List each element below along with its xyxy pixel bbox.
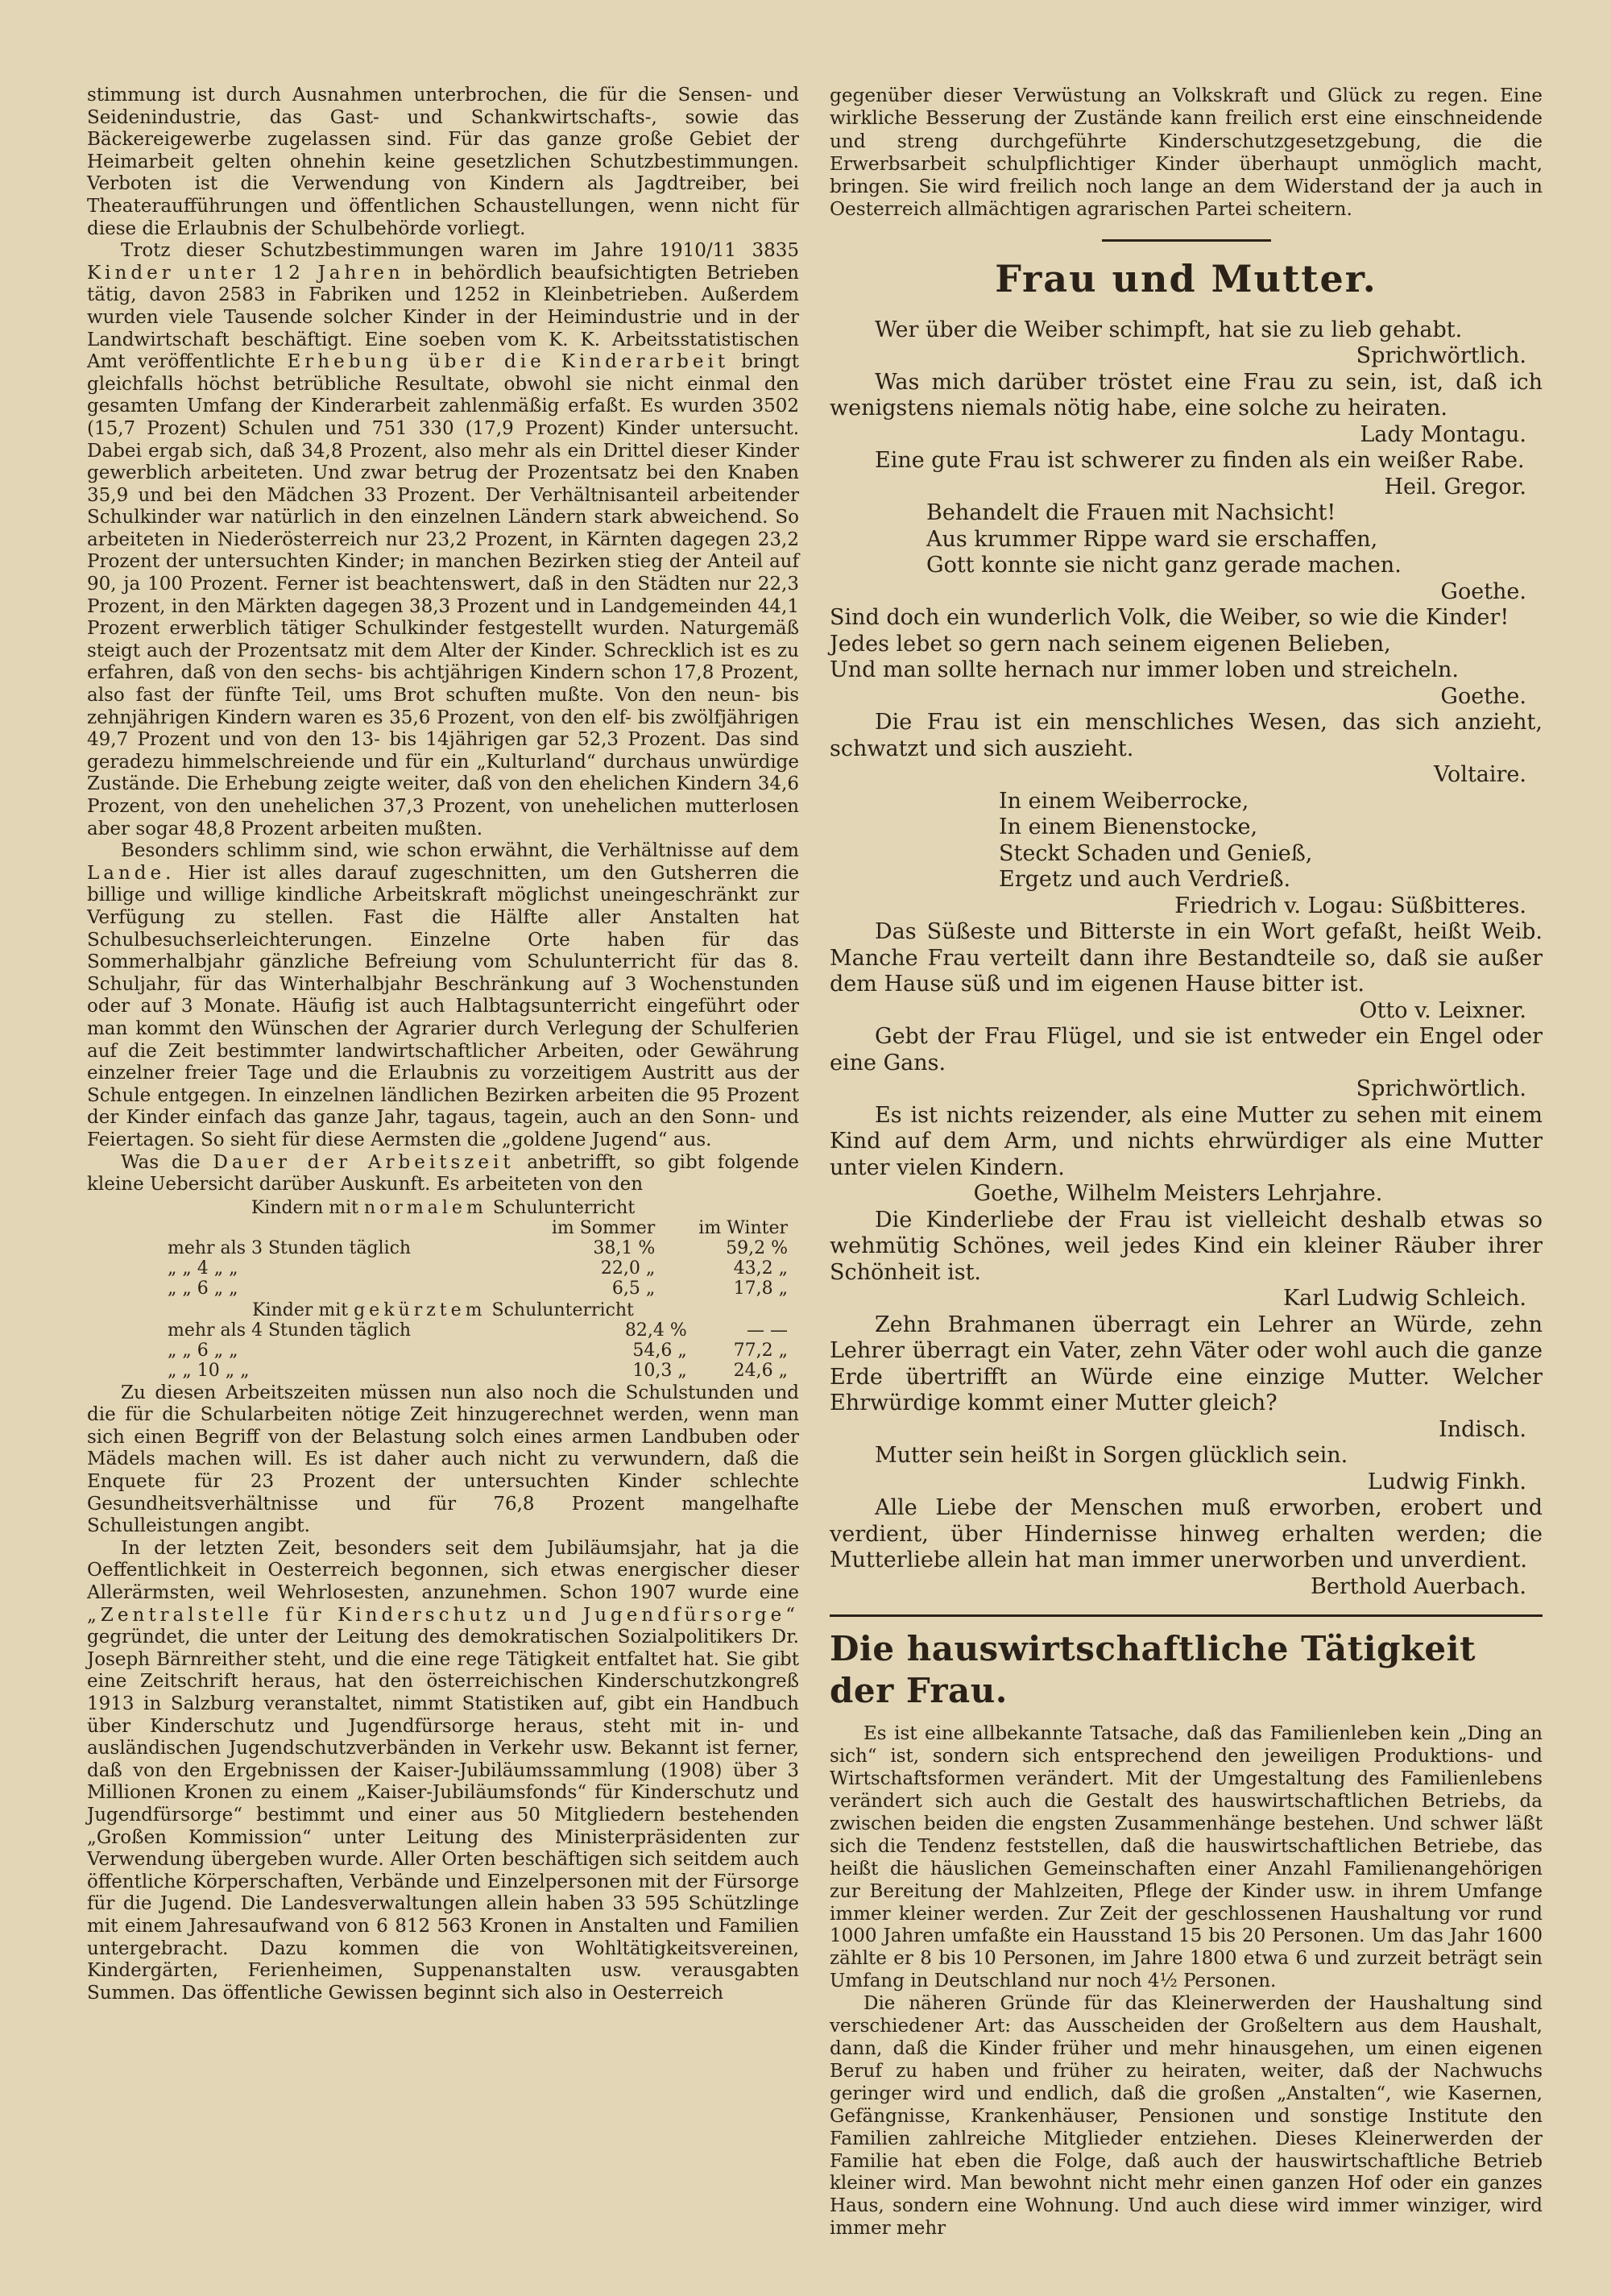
- spaced-emphasis: Kinder unter 12 Jahren: [87, 262, 404, 284]
- quote-attribution: Ludwig Finkh.: [1367, 1469, 1526, 1494]
- paragraph: stimmung ist durch Ausnahmen unterbrochen, die für die Sensen- und Seidenindustrie, das Gast- und Schankwirtschafts-, sowie das Bäckereigewerbe zugelassen sind. Für das ganze große Gebiet der Heimarbeit gelten ohnehin keine gesetzlichen Schutzbestimmungen. Verboten ist die Verwendung von Kindern als Jagdtreiber, bei Theateraufführungen und öffentlichen Schaustellungen, wenn nicht für diese die Erlaubnis der Schulbehörde vorliegt.: [87, 85, 799, 239]
- table-row: „ „ 6 „ „ 54,6 „ 77,2 „: [168, 1340, 788, 1361]
- article-body: [830, 1723, 1543, 2240]
- right-column: [830, 85, 1543, 2240]
- quote-attribution: Otto v. Leixner.: [1359, 997, 1526, 1023]
- quote-attribution: Goethe, Wilhelm Meisters Lehrjahre.: [973, 1181, 1383, 1207]
- quote-attribution: Sprichwörtlich.: [1356, 1076, 1526, 1102]
- table-caption: Kindern mit normalem Schulunterricht: [251, 1197, 636, 1218]
- spaced-emphasis: Erhebung über die Kinderarbeit: [287, 351, 730, 373]
- quote-attribution: Sprichwörtlich.: [1356, 343, 1526, 369]
- left-column: [87, 85, 799, 2004]
- verse-line: Sind doch ein wunderlich Volk, die Weiber, so wie die Kinder!: [830, 605, 1510, 631]
- quote-attribution: Voltaire.: [1434, 762, 1526, 788]
- table-row: „ „ 6 „ „ 6,5 „ 17,8 „: [168, 1278, 788, 1299]
- work-hours-table-reduced: [87, 1300, 799, 1381]
- paragraph: Es ist eine allbekannte Tatsache, daß das Familienleben kein „Ding an sich“ ist, sondern sich entsprechend den jeweiligen Produktions- und Wirtschaftsformen verändert. Mit der Umgestaltung des Familienlebens verändert sich auch die Gestalt des hauswirtschaftlichen Betriebs, da zwischen beiden die engsten Zusammenhänge bestehen. Und schwer läßt sich die Tendenz feststellen, daß die hauswirtschaftlichen Betriebe, das heißt die häuslichen Gemeinschaften einer Anzahl Familienangehörigen zur Bereitung der Mahlzeiten, Pflege der Kinder usw. in ihrem Umfange immer kleiner werden. Zur Zeit der geschlossenen Haushaltung vor rund 1000 Jahren umfaßte ein Hausstand 15 bis 20 Personen. Um das Jahr 1600 zählte er 8 bis 10 Personen, im Jahre 1800 etwa 6 und zurzeit beträgt sein Umfang in Deutschland nur noch 4½ Personen.: [830, 1723, 1543, 1992]
- quote: Alle Liebe der Menschen muß erworben, erobert und verdient, über Hindernisse hinweg erhalten werden; die Mutterliebe allein hat man immer unerworben und unverdient.: [830, 1495, 1543, 1573]
- quote: Die Kinderliebe der Frau ist vielleicht deshalb etwas so wehmütig Schönes, weil jedes Kind ein kleiner Räuber ihrer Schönheit ist.: [830, 1207, 1543, 1285]
- verse-line: In einem Bienenstocke,: [999, 814, 1258, 840]
- paragraph: gegenüber dieser Verwüstung an Volkskraft und Glück zu regen. Eine wirkliche Besserung der Zustände kann freilich erst eine einschneidende und streng durchgeführte Kinderschutzgesetzgebung, die die Erwerbsarbeit schulpflichtiger Kinder überhaupt unmöglich macht, bringen. Sie wird freilich noch lange an dem Widerstand der ja auch in Oesterreich allmächtigen agrarischen Partei scheitern.: [830, 85, 1543, 221]
- spaced-emphasis: Lande.: [87, 862, 176, 884]
- work-hours-table-normal: [87, 1198, 799, 1299]
- table-row: „ „ 4 „ „ 22,0 „ 43,2 „: [168, 1258, 788, 1279]
- quote: Das Süßeste und Bitterste in ein Wort gefaßt, heißt Weib. Manche Frau verteilt dann ihre Bestandteile so, daß sie außer dem Hause süß und im eigenen Hause bitter ist.: [830, 919, 1543, 997]
- paragraph: Die näheren Gründe für das Kleinerwerden der Haushaltung sind verschiedener Art: das Ausscheiden der Großeltern aus dem Haushalt, dann, daß die Kinder früher und mehr hinausgehen, um einen eigenen Beruf zu haben und früher zu heiraten, weiter, daß der Nachwuchs geringer wird und endlich, daß die großen „Anstalten“, wie Kasernen, Gefängnisse, Krankenhäuser, Pensionen und sonstige Institute den Familien zahlreiche Mitglieder entziehen. Dieses Kleinerwerden der Familie hat eben die Folge, daß auch der hauswirtschaftliche Betrieb kleiner wird. Man bewohnt nicht mehr einen ganzen Hof oder ein ganzes Haus, sondern eine Wohnung. Und auch diese wird immer winziger, wird immer mehr: [830, 1993, 1543, 2240]
- table-row: „ „ 10 „ „ 10,3 „ 24,6 „: [168, 1360, 788, 1381]
- quote: Es ist nichts reizender, als eine Mutter zu sehen mit einem Kind auf dem Arm, und nichts ehrwürdiger als eine Mutter unter vielen Kindern.: [830, 1102, 1543, 1180]
- verse-line: Ergetz und auch Verdrieß.: [999, 867, 1291, 893]
- paragraph: Besonders schlimm sind, wie schon erwähnt, die Verhältnisse auf dem Lande. Hier ist alles darauf zugeschnitten, um den Gutsherren die billige und willige kindliche Arbeitskraft möglichst uneingeschränkt zur Verfügung zu stellen. Fast die Hälfte aller Anstalten hat Schulbesuchserleichterungen. Einzelne Orte haben für das Sommerhalbjahr gänzliche Befreiung vom Schulunterricht für das 8. Schuljahr, für das Winterhalbjahr Beschränkung auf 3 Wochenstunden oder auf 3 Monate. Häufig ist auch Halbtagsunterricht eingeführt oder man kommt den Wünschen der Agrarier durch Verlegung der Schulferien auf die Zeit bestimmter landwirtschaftlicher Arbeiten, oder Gewährung einzelner freier Tage und die Erlaubnis zu vorzeitigem Austritt aus der Schule entgegen. In einzelnen ländlichen Bezirken arbeiten die 95 Prozent der Kinder einfach das ganze Jahr, tagaus, tagein, auch an den Sonn- und Feiertagen. So sieht für diese Aermsten die „goldene Jugend“ aus.: [87, 840, 799, 1150]
- verse-line: Gott konnte sie nicht ganz gerade machen.: [926, 553, 1402, 578]
- verse-line: Behandelt die Frauen mit Nachsicht!: [926, 500, 1336, 526]
- section-title-frau-und-mutter: Frau und Mutter.: [995, 256, 1377, 300]
- quote: Mutter sein heißt in Sorgen glücklich sein.: [875, 1443, 1348, 1469]
- table-caption: Kinder mit gekürztem Schulunterricht: [252, 1299, 634, 1320]
- quote-attribution: Friedrich v. Logau: Süßbitteres.: [1174, 893, 1526, 918]
- verse-line: Steckt Schaden und Genieß,: [999, 840, 1313, 866]
- table-header: im Sommer: [551, 1217, 656, 1238]
- paragraph: In der letzten Zeit, besonders seit dem Jubiläumsjahr, hat ja die Oeffentlichkeit in Oesterreich begonnen, sich etwas energischer dieser Allerärmsten, weil Wehrlosesten, anzunehmen. Schon 1907 wurde eine „Zentralstelle für Kinderschutz und Jugendfürsorge“ gegründet, die unter der Leitung des demokratischen Sozialpolitikers Dr. Joseph Bärnreither steht, und die eine rege Tätigkeit entfaltet hat. Sie gibt eine Zeitschrift heraus, hat den österreichischen Kinderschutzkongreß 1913 in Salzburg veranstaltet, nimmt Statistiken auf, gibt ein Handbuch über Kinderschutz und Jugendfürsorge heraus, steht mit in- und ausländischen Jugendschutzverbänden in Verkehr usw. Bekannt ist ferner, daß von den Ergebnissen der Kaiser-Jubiläumssammlung (1908) über 3 Millionen Kronen zu einem „Kaiser-Jubiläumsfonds“ für Kinderschutz und Jugendfürsorge“ bestimmt und einer aus 50 Mitgliedern bestehenden „Großen Kommission“ unter Leitung des Ministerpräsidenten zur Verwendung übergeben wurde. Aller Orten beschäftigen sich seitdem auch öffentliche Körperschaften, Verbände und Einzelpersonen mit der Fürsorge für die Jugend. Die Landesverwaltungen allein haben 33 595 Schützlinge mit einem Jahresaufwand von 6 812 563 Kronen in Anstalten und Familien untergebracht. Dazu kommen die von Wohltätigkeitsvereinen, Kindergärten, Ferienheimen, Suppenanstalten usw. verausgabten Summen. Das öffentliche Gewissen beginnt sich also in Oesterreich: [87, 1537, 799, 2004]
- quote: Wer über die Weiber schimpft, hat sie zu lieb gehabt.: [875, 317, 1463, 342]
- quote-attribution: Lady Montagu.: [1360, 421, 1526, 447]
- quote: Was mich darüber tröstet eine Frau zu sein, ist, daß ich wenigstens niemals nötig habe, eine solche zu heiraten.: [830, 369, 1543, 421]
- verse-line: Und man sollte hernach nur immer loben und streicheln.: [830, 657, 1459, 683]
- quote: Die Frau ist ein menschliches Wesen, das sich anzieht, schwatzt und sich auszieht.: [830, 710, 1543, 761]
- table-row: mehr als 3 Stunden täglich 38,1 % 59,2 %: [168, 1237, 788, 1258]
- paragraph: Was die Dauer der Arbeitszeit anbetrifft, so gibt folgende kleine Uebersicht darüber Auskunft. Es arbeiteten von den: [87, 1151, 799, 1196]
- verse-line: Jedes lebet so gern nach seinem eigenen Belieben,: [830, 631, 1391, 657]
- verse-line: In einem Weiberrocke,: [999, 788, 1249, 814]
- quote-attribution: Goethe.: [1440, 683, 1526, 709]
- quote-attribution: Heil. Gregor.: [1384, 474, 1526, 499]
- quote: Gebt der Frau Flügel, und sie ist entweder ein Engel oder eine Gans.: [830, 1024, 1543, 1075]
- section-divider: [1102, 239, 1271, 242]
- section-title-hauswirtschaft: Die hauswirtschaftliche Tätigkeit der Frau.: [830, 1629, 1476, 1711]
- paragraph: Trotz dieser Schutzbestimmungen waren im Jahre 1910/11 3835 Kinder unter 12 Jahren in behördlich beaufsichtigten Betrieben tätig, davon 2583 in Fabriken und 1252 in Kleinbetrieben. Außerdem wurden viele Tausende solcher Kinder in der Heimindustrie und in der Landwirtschaft beschäftigt. Eine soeben vom K. K. Arbeitsstatistischen Amt veröffentlichte Erhebung über die Kinderarbeit bringt gleichfalls höchst betrübliche Resultate, obwohl sie nicht einmal den gesamten Umfang der Kinderarbeit zahlenmäßig erfaßt. Es wurden 3502 (15,7 Prozent) Schulen und 751 330 (17,9 Prozent) Kinder untersucht. Dabei ergab sich, daß 34,8 Prozent, also mehr als ein Drittel dieser Kinder gewerblich arbeiteten. Und zwar betrug der Prozentsatz bei den Knaben 35,9 und bei den Mädchen 33 Prozent. Der Verhältnisanteil arbeitender Schulkinder war natürlich in den einzelnen Ländern stark abweichend. So arbeiteten in Niederösterreich nur 23,2 Prozent, in Kärnten dagegen 23,2 Prozent der untersuchten Kinder; in manchen Bezirken stieg der Anteil auf 90, ja 100 Prozent. Ferner ist beachtenswert, daß in den Städten nur 22,3 Prozent, in den Märkten dagegen 38,3 Prozent und in Landgemeinden 44,1 Prozent erwerblich tätiger Schulkinder festgestellt wurden. Naturgemäß steigt auch der Prozentsatz mit dem Alter der Kinder. Schrecklich ist es zu erfahren, daß von den sechs- bis achtjährigen Kindern schon 17,8 Prozent, also fast der fünfte Teil, ums Brot schuften mußte. Von den neun- bis zehnjährigen Kindern waren es 35,6 Prozent, von den elf- bis zwölfjährigen 49,7 Prozent und von den 13- bis 14jährigen gar 52,3 Prozent. Das sind geradezu himmelschreiende und für ein „Kulturland“ durchaus unwürdige Zustände. Die Erhebung zeigte weiter, daß von den ehelichen Kindern 34,6 Prozent, von den unehelichen 37,3 Prozent, von unehelichen mutterlosen aber sogar 48,8 Prozent arbeiten mußten.: [87, 240, 800, 839]
- spaced-emphasis: „Zentralstelle für Kinderschutz und Jugendfürsorge“: [87, 1604, 799, 1626]
- table-header: im Winter: [698, 1217, 788, 1238]
- quotations: [830, 317, 1543, 1601]
- verse-line: Aus krummer Rippe ward sie erschaffen,: [926, 526, 1378, 552]
- quote: Zehn Brahmanen überragt ein Lehrer an Würde, zehn Lehrer überragt ein Vater, zehn Väter oder wohl auch die ganze Erde übertrifft an Würde eine einzige Mutter. Welcher Ehrwürdige kommt einer Mutter gleich?: [830, 1312, 1543, 1416]
- quote-attribution: Goethe.: [1440, 578, 1526, 604]
- section-divider: [830, 1614, 1543, 1712]
- paragraph: Zu diesen Arbeitszeiten müssen nun also noch die Schulstunden und die für die Schularbeiten nötige Zeit hinzugerechnet werden, wenn man sich einen Begriff von der Belastung solch eines armen Landbuben oder Mädels machen will. Es ist daher auch nicht zu verwundern, daß die Enquete für 23 Prozent der untersuchten Kinder schlechte Gesundheitsverhältnisse und für 76,8 Prozent mangelhafte Schulleistungen angibt.: [87, 1382, 799, 1537]
- quote-attribution: Indisch.: [1439, 1416, 1526, 1442]
- table-row: mehr als 4 Stunden täglich 82,4 % — —: [168, 1320, 788, 1341]
- spaced-emphasis: Dauer der Arbeitszeit: [213, 1151, 515, 1173]
- quote: Eine gute Frau ist schwerer zu finden als ein weißer Rabe.: [875, 448, 1525, 474]
- quote-attribution: Berthold Auerbach.: [1311, 1573, 1526, 1599]
- quote-attribution: Karl Ludwig Schleich.: [1283, 1286, 1526, 1312]
